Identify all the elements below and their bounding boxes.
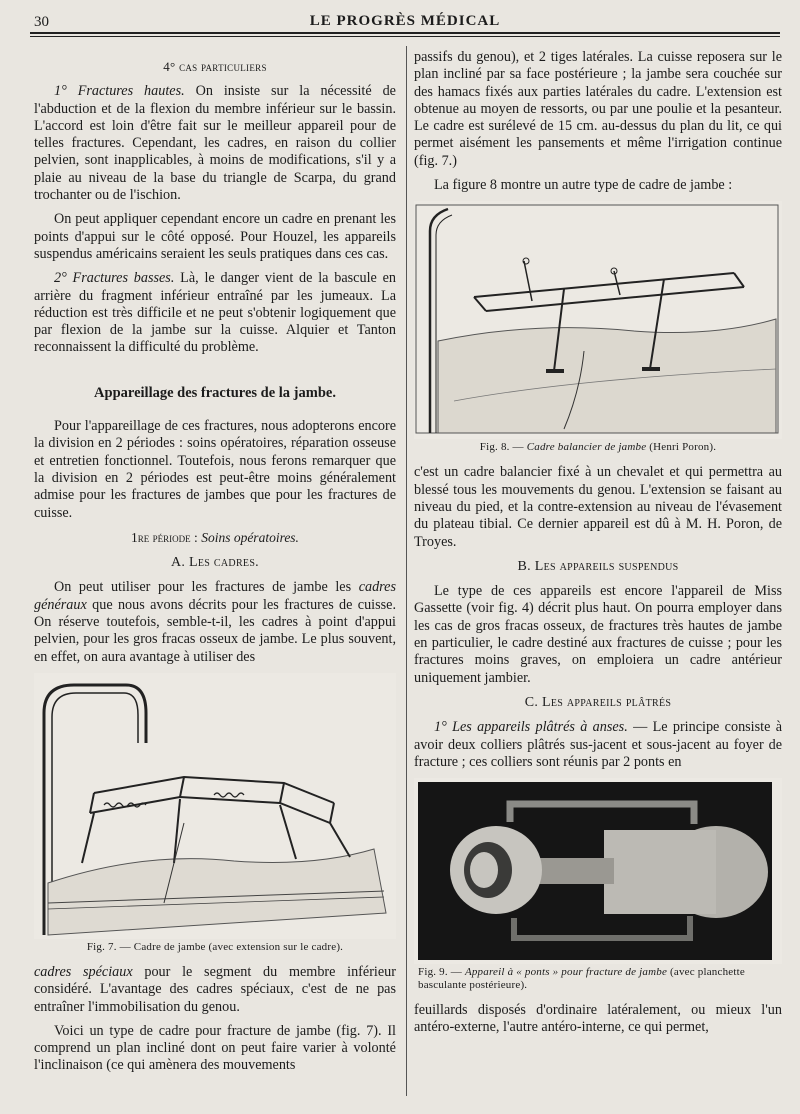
paragraph-text: On insiste sur la nécessité de l'abduction et de la flexion du membre inférieur sur le bassin. L'accord est loin d'être fait sur le meilleur appareil pour de telles fractures. Cependant, les cadres, en raison du collier pelvien, sont inapplicables, à moins de modifications, s'il y a plaie au niveau de la base du triangle de Scarpa, du grand trochanter ou de l'ischion. [34,83,396,204]
figure-7-caption: Fig. 7. — Cadre de jambe (avec extension sur le cadre). [86,940,344,953]
paragraph-cadre-balancier: c'est un cadre balancier fixé à un chevalet et qui permettra au blessé tous les mouvements du genou. L'extension se faisant au niveau du pied, et la contre-extension au niveau de l'évasement du plateau tibial. Ce dernier appareil est dû à M. H. Poron, de Troyes. [414,464,782,550]
figure-9-caption [414,966,782,992]
page-header [30,12,780,34]
header-rule [30,32,780,34]
paragraph-genou: passifs du genou), et 2 tiges latérales. La cuisse reposera sur le plan incliné par sa face postérieure ; la jambe sera couchée sur des hamacs fixés aux parties latérales du cadre. L'extension est obtenue au moyen de ressorts, ou par une poulie et la pesanteur. Le cadre est surélevé de 15 cm. au-dessus du plan du lit, ce qui permet aisément les pansements et même l'irrigation continue (fig. 7.) [414,49,782,169]
lead-appareils-platres: 1° Les appareils plâtrés à anses. [434,719,628,736]
paragraph-text: On peut utiliser pour les fractures de jambe les [54,579,359,596]
figure-7-illustration [34,673,396,939]
caption-detail: (avec planchette basculante postérieure). [418,966,745,992]
caption-credit: (Henri Poron). [646,441,717,454]
paragraph-type-cadre: Voici un type de cadre pour fracture de jambe (fig. 7). Il comprend un plan incliné dont on peut faire varier à volonté l'inclinaison (ce qui amènera des mouvements [34,1022,396,1074]
figure-9-photo [414,778,782,964]
paragraph-division: Pour l'appareillage de ces fractures, nous adopterons encore la division en 2 périodes : soins opératoires, réparation osseuse et entretien fonctionnel. Toutefois, nous ferons remarquer que la division en 2 périodes est peut-être moins généralement admise pour les fractures de jambes que pour les fractures de cuisse. [34,418,396,521]
subsection-suspendus: B. Les appareils suspendus [517,558,679,574]
figure-8-caption [414,441,782,454]
caption-title: Appareil à « ponts » pour fracture de jambe [464,966,668,979]
periode-number: 1re période : [131,529,202,545]
paragraph-figure-8-intro: La figure 8 montre un autre type de cadre de jambe : [434,177,733,194]
journal-title: LE PROGRÈS MÉDICAL [309,13,501,29]
paragraph-text: Là, le danger vient de la bascule en arrière du fragment inférieur entraîné par les jumeaux. La réduction est très difficile et ne peut s'obtenir logiquement que par flexion de la jambe sur la cuisse. Alquier et Tanton reconnaissent la difficulté du problème. [34,270,396,356]
header-rule-thin [30,36,780,37]
periode-title: Soins opératoires. [201,529,299,545]
figure-8-illustration [414,201,782,439]
lead-fractures-hautes: 1° Fractures hautes. [54,83,185,100]
caption-label: Fig. 8. — [479,441,527,454]
paragraph-text: que nous avons décrits pour les fractures de cuisse. On réserve toutefois, semble-t-il, les cadres à point d'appui pelvien, pour les gros fracas osseux de jambe. Le plus souvent, en effet, on aura avantage à utiliser des [34,596,396,665]
paragraph-text: — Le principe consiste à avoir deux colliers plâtrés sus-jacent et sous-jacent au foyer de fracture ; ces colliers sont réunis par 2 ponts en [414,719,782,770]
page-number: 30 [34,14,49,30]
paragraph-gassette: Le type de ces appareils est encore l'appareil de Miss Gassette (voir fig. 4) décrit plus haut. On pourra employer dans les cas de gros fracas osseux, de fractures très hautes de jambe en particulier, le cadre destiné aux fractures de cuisse ; pour les fractures moins graves, on emploiera un cadre antérieur uniquement jambier. [414,583,782,686]
caption-label: Fig. 9. — [418,966,465,979]
paragraph-text: pour le segment du membre inférieur considéré. L'avantage des cadres spéciaux, c'est de ne pas entraîner l'immobilisation du genou. [34,963,396,1015]
periode-heading [34,529,396,546]
column-divider [406,46,407,1096]
figure-9 [414,778,782,992]
paragraph-cadres-speciaux [34,964,396,1016]
paragraph-cadres [34,579,396,665]
paragraph-anses [414,719,782,771]
lead-fractures-basses: 2° Fractures basses. [54,270,175,287]
subsection-cadres: A. Les cadres. [171,555,259,571]
paragraph-fractures-basses [34,270,396,356]
section-heading-jambe: Appareillage des fractures de la jambe. [94,384,336,401]
right-column [414,49,782,1044]
subsection-platres: C. Les appareils plâtrés [524,694,672,710]
paragraph-fractures-hautes [34,83,396,204]
paragraph-feuillards: feuillards disposés d'ordinaire latéralement, ou mieux l'un antéro-externe, l'autre antéro-interne, ce qui permet, [414,1002,782,1036]
section-title-cas-particuliers: 4° cas particuliers [163,59,267,74]
figure-7 [34,673,396,954]
caption-title: Cadre balancier de jambe [526,441,647,454]
figure-8 [414,201,782,454]
paragraph-houzel: On peut appliquer cependant encore un cadre en prenant les points d'appui sur le côté opposé. Pour Houzel, les appareils suspendus américains seraient les seuls pratiques dans ces cas. [34,211,396,262]
emphasis-cadres-generaux: cadres généraux [34,579,396,613]
left-column [34,54,396,1082]
emphasis-cadres-speciaux: cadres spéciaux [34,963,133,980]
